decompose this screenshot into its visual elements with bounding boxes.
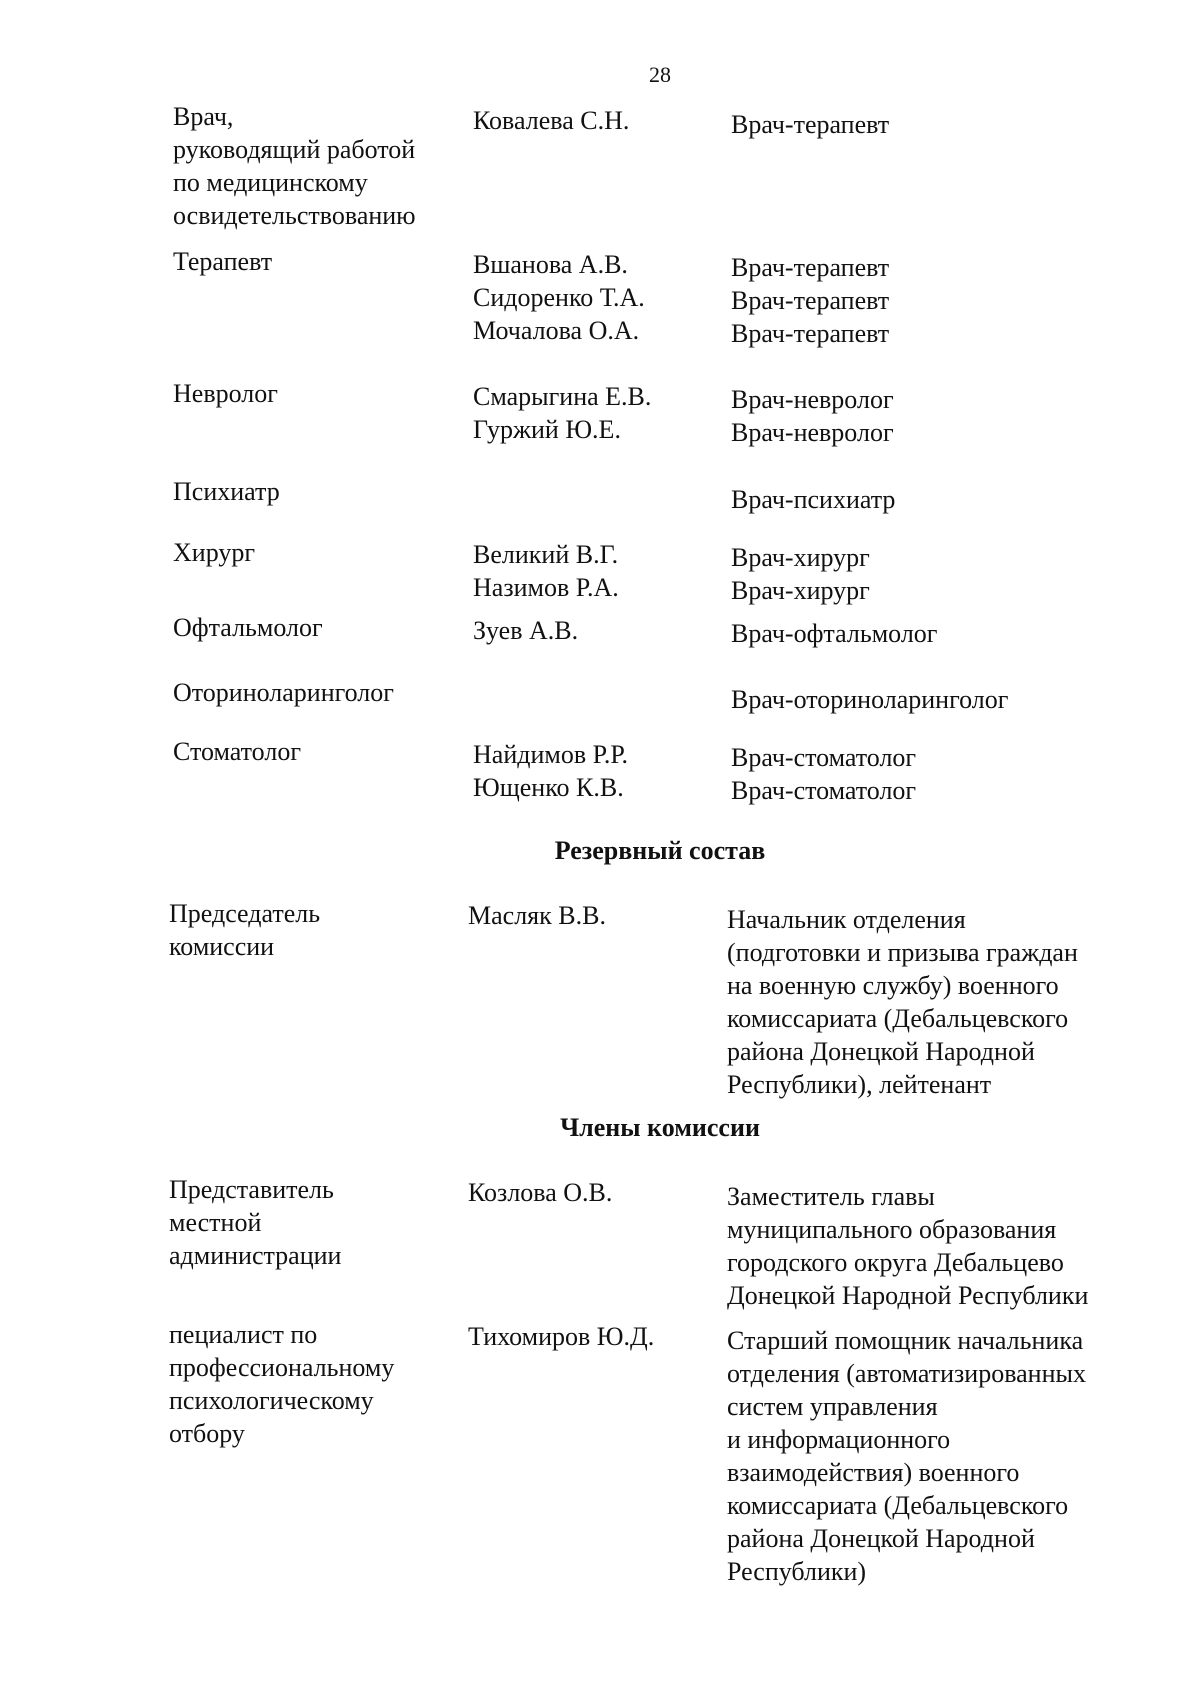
role-line: по медицинскому [173, 168, 368, 197]
page-number: 28 [649, 62, 671, 87]
row-doctor-lead-position [731, 108, 889, 141]
row-psychiatrist-role [173, 475, 280, 508]
person-name: Сидоренко Т.А. [473, 283, 645, 312]
role-line: Председатель [169, 899, 321, 928]
person-name: Тихомиров Ю.Д. [468, 1322, 655, 1351]
member-psych-name [468, 1320, 654, 1353]
row-therapist-positions [731, 251, 889, 350]
person-name: Зуев А.В. [473, 616, 579, 645]
position-line: Врач-терапевт [731, 110, 890, 139]
row-psychiatrist-positions [731, 483, 895, 516]
position-line: Врач-хирург [731, 543, 870, 572]
row-dentist-role [173, 735, 301, 768]
position-line: Врач-терапевт [731, 319, 890, 348]
role-line: психологическому [169, 1386, 374, 1415]
position-line: систем управления [727, 1392, 938, 1421]
person-name: Найдимов Р.Р. [473, 740, 629, 769]
row-ent-role [173, 676, 394, 709]
role-line: пециалист по [169, 1320, 318, 1349]
row-ent-positions [731, 683, 1008, 716]
position-line: Начальник отделения [727, 905, 966, 934]
role-line: отбору [169, 1419, 245, 1448]
member-psych-role [169, 1318, 394, 1450]
role-line: руководящий работой [173, 135, 416, 164]
row-surgeon-names [473, 538, 619, 604]
position-line: муниципального образования [727, 1215, 1057, 1244]
position-line: Врач-терапевт [731, 253, 890, 282]
role-line: комиссии [169, 932, 275, 961]
position-line: Донецкой Народной Республики [727, 1281, 1089, 1310]
role-line: освидетельствованию [173, 201, 416, 230]
row-dentist-names [473, 738, 628, 804]
position-line: района Донецкой Народной [727, 1524, 1035, 1553]
position-line: городского округа Дебальцево [727, 1248, 1064, 1277]
position-line: Врач-офтальмолог [731, 619, 938, 648]
reserve-chair-role [169, 897, 320, 963]
position-line: Врач-психиатр [731, 485, 896, 514]
role-line: Хирург [173, 538, 256, 567]
position-line: Врач-стоматолог [731, 776, 917, 805]
role-line: Офтальмолог [173, 613, 323, 642]
position-line: Республики) [727, 1557, 867, 1586]
row-ophthalmologist-role [173, 611, 323, 644]
position-line: на военную службу) военного [727, 971, 1059, 1000]
row-neurologist-positions [731, 383, 894, 449]
row-doctor-lead-role [173, 100, 416, 232]
row-surgeon-role [173, 536, 255, 569]
person-name: Козлова О.В. [468, 1178, 613, 1207]
row-doctor-lead-name [473, 104, 629, 137]
member-admin-name [468, 1176, 612, 1209]
role-line: Представитель [169, 1175, 334, 1204]
person-name: Ковалева С.Н. [473, 106, 630, 135]
row-surgeon-positions [731, 541, 870, 607]
person-name: Ющенко К.В. [473, 773, 624, 802]
person-name: Мочалова О.А. [473, 316, 640, 345]
role-line: Оториноларинголог [173, 678, 394, 707]
members-heading: Члены комиссии [560, 1113, 760, 1142]
person-name: Гуржий Ю.Е. [473, 415, 621, 444]
position-line: и информационного [727, 1425, 951, 1454]
member-admin-role [169, 1173, 341, 1272]
member-psych-position [727, 1324, 1086, 1588]
role-line: Врач, [173, 102, 234, 131]
reserve-chair-name [468, 899, 606, 932]
position-line: комиссариата (Дебальцевского [727, 1004, 1069, 1033]
row-neurologist-names [473, 380, 651, 446]
position-line: Врач-хирург [731, 576, 870, 605]
role-line: Стоматолог [173, 737, 301, 766]
position-line: Врач-оториноларинголог [731, 685, 1009, 714]
position-line: Врач-невролог [731, 418, 894, 447]
reserve-chair-position [727, 903, 1078, 1101]
person-name: Смарыгина Е.В. [473, 382, 652, 411]
position-line: комиссариата (Дебальцевского [727, 1491, 1069, 1520]
position-line: отделения (автоматизированных [727, 1359, 1086, 1388]
row-ophthalmologist-positions [731, 617, 937, 650]
position-line: Республики), лейтенант [727, 1070, 992, 1099]
role-line: администрации [169, 1241, 342, 1270]
person-name: Назимов Р.А. [473, 573, 619, 602]
role-line: профессиональному [169, 1353, 395, 1382]
role-line: Терапевт [173, 247, 273, 276]
position-line: Врач-стоматолог [731, 743, 917, 772]
position-line: района Донецкой Народной [727, 1037, 1035, 1066]
row-dentist-positions [731, 741, 916, 807]
position-line: Врач-невролог [731, 385, 894, 414]
role-line: Психиатр [173, 477, 280, 506]
member-admin-position [727, 1180, 1088, 1312]
row-therapist-names [473, 248, 645, 347]
position-line: Врач-терапевт [731, 286, 890, 315]
row-ophthalmologist-names [473, 614, 578, 647]
position-line: (подготовки и призыва граждан [727, 938, 1078, 967]
row-therapist-role [173, 245, 272, 278]
row-neurologist-role [173, 377, 278, 410]
position-line: взаимодействия) военного [727, 1458, 1020, 1487]
person-name: Великий В.Г. [473, 540, 619, 569]
position-line: Старший помощник начальника [727, 1326, 1084, 1355]
reserve-heading: Резервный состав [554, 836, 766, 865]
person-name: Масляк В.В. [468, 901, 606, 930]
position-line: Заместитель главы [727, 1182, 935, 1211]
role-line: местной [169, 1208, 262, 1237]
role-line: Невролог [173, 379, 278, 408]
person-name: Вшанова А.В. [473, 250, 628, 279]
